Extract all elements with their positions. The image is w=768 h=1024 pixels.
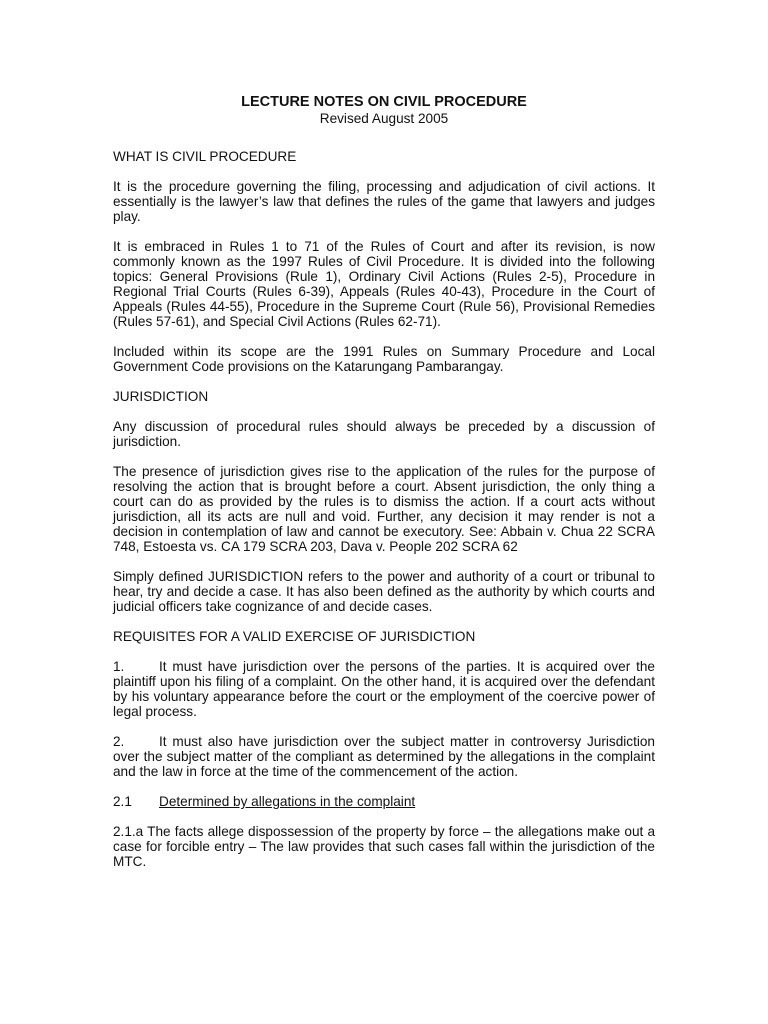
paragraph-included-scope: Included within its scope are the 1991 Rules on Summary Procedure and Local Government Code provisions on the Katarungang Pambarangay.	[113, 344, 655, 374]
paragraph-jurisdiction-presence: The presence of jurisdiction gives rise to the application of the rules for the purpose of resolving the action that is brought before a court. Absent jurisdiction, the only thing a court can do as provided by the rules is to dismiss the action. If a court acts without jurisdiction, all its acts are null and void. Further, any decision it may render is not a decision in contemplation of law and cannot be executory. See: Abbain v. Chua 22 SCRA 748, Estoesta vs. CA 179 SCRA 203, Dava v. People 202 SCRA 62	[113, 464, 655, 554]
item-text: It must also have jurisdiction over the subject matter in controversy Jurisdiction over the subject matter of the compliant as determined by the allegations in the complaint and the law in force at the time of the commencement of the action.	[113, 734, 655, 779]
item-number: 1.	[113, 659, 125, 674]
subsection-2-1	[113, 794, 655, 809]
paragraph-rules-scope: It is embraced in Rules 1 to 71 of the Rules of Court and after its revision, is now commonly known as the 1997 Rules of Civil Procedure. It is divided into the following topics: General Provisions (Rule 1), Ordinary Civil Actions (Rules 2-5), Procedure in Regional Trial Courts (Rules 6-39), Appeals (Rules 40-43), Procedure in the Court of Appeals (Rules 44-55), Procedure in the Supreme Court (Rule 56), Provisional Remedies (Rules 57-61), and Special Civil Actions (Rules 62-71).	[113, 239, 655, 329]
document-page	[113, 94, 655, 884]
subsection-2-1-a	[113, 824, 655, 869]
paragraph-jurisdiction-intro: Any discussion of procedural rules should always be preceded by a discussion of jurisdiction.	[113, 419, 655, 449]
subsection-title: Determined by allegations in the complaint	[159, 794, 416, 809]
paragraph-definition: It is the procedure governing the filing, processing and adjudication of civil actions. It essentially is the lawyer’s law that defines the rules of the game that lawyers and judges play.	[113, 179, 655, 224]
item-number: 2.1.a	[113, 824, 144, 839]
section-heading-requisites: REQUISITES FOR A VALID EXERCISE OF JURISDICTION	[113, 629, 476, 644]
item-number: 2.	[113, 734, 125, 749]
item-number: 2.1	[113, 794, 132, 809]
numbered-item-2	[113, 734, 655, 779]
item-text: The facts allege dispossession of the property by force – the allegations make out a case for forcible entry – The law provides that such cases fall within the jurisdiction of the MTC.	[113, 824, 655, 869]
paragraph-jurisdiction-definition: Simply defined JURISDICTION refers to the power and authority of a court or tribunal to hear, try and decide a case. It has also been defined as the authority by which courts and judicial officers take cognizance of and decide cases.	[113, 569, 655, 614]
section-heading-jurisdiction: JURISDICTION	[113, 389, 209, 404]
document-title: LECTURE NOTES ON CIVIL PROCEDURE	[241, 94, 527, 110]
section-heading-what-is-civil-procedure: WHAT IS CIVIL PROCEDURE	[113, 149, 297, 164]
document-subtitle: Revised August 2005	[319, 111, 449, 126]
item-text: It must have jurisdiction over the persons of the parties. It is acquired over the plaintiff upon his filing of a complaint. On the other hand, it is acquired over the defendant by his voluntary appearance before the court or the employment of the coercive power of legal process.	[113, 659, 655, 719]
numbered-item-1	[113, 659, 655, 719]
